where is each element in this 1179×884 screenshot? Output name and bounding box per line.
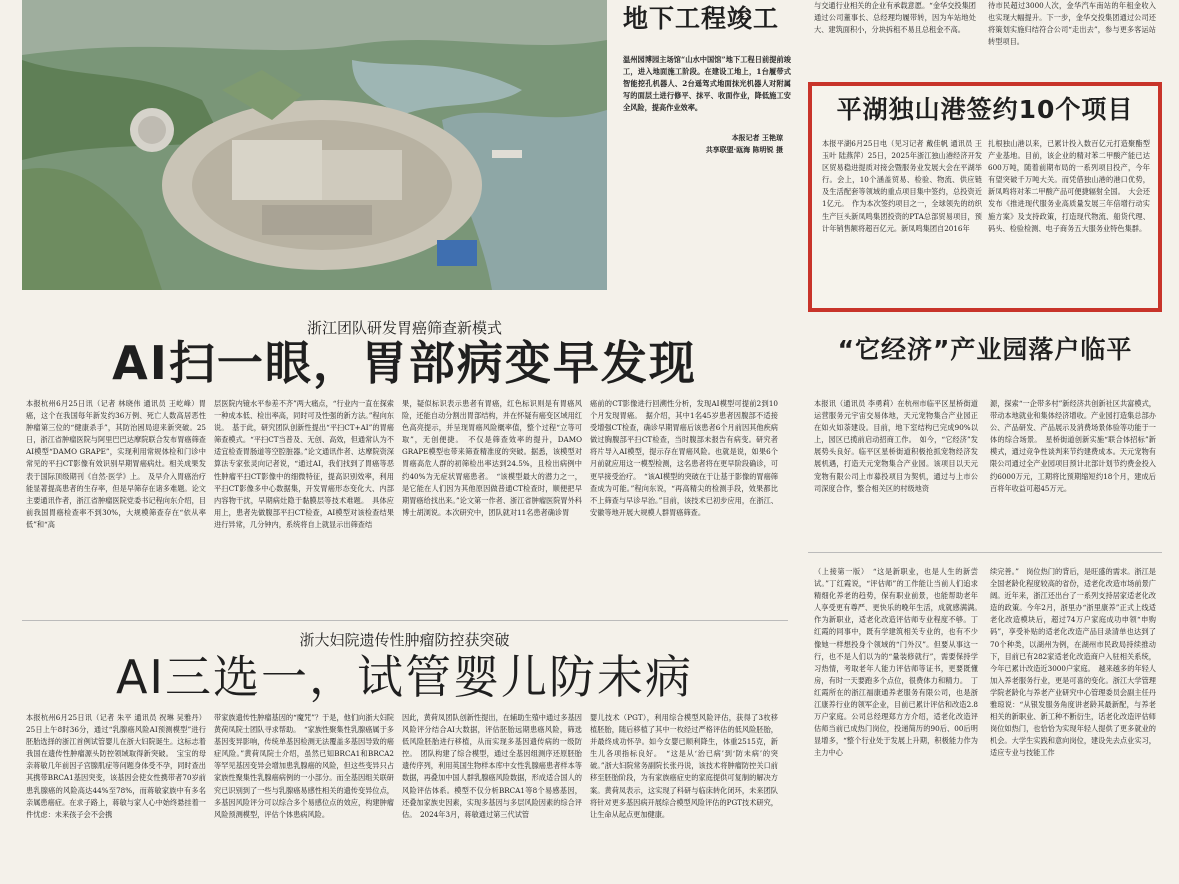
right-section-divider [808, 552, 1162, 553]
gastric-col-1: 本报杭州6月25日讯（记者 林晓伟 通讯员 王屹峰）胃癌，这个在我国每年新发约36万例、死亡人数高居恶性肿瘤第三位的“健康杀手”，其防治困局迎来新突破。25日，浙江省肿瘤医院与阿里巴巴达摩院联合发布胃癌筛查AI模型“DAMO GRAPE”，实现利用常规体检和门诊中常见的平扫CT影像有效识别早期胃癌病灶。相关成果发表于国际顶级期刊《自然·医学》上。 及早介入胃癌治疗能显著提高患者的生存率，但是早筛存在诸多难题。论文主要通讯作者，浙江省肿瘤医院党委书记程向东介绍，目前我国胃癌检查率不到30%，大规模筛查存在“依从率低”和“高 [26, 399, 206, 529]
continued-story-col-1: （上接第一版） “这是新职业，也是人生的新尝试。”丁红霞说，“评估师”的工作能让当前人们追求精细化养老的趋势，保有职业前景，也能帮助老年人享受更有尊严、更快乐的晚年生活，成就感满满。 作为新职业，适老化改造评估师专业程度不够。丁红霞的同事中，既有学建筑相关专业的，也有不少像她一样想投身个领域的“门外汉”。但要从事这一行，也不是人们以为的“量装修就行”，需要保持学习热情，考取老年人能力评估师等证书，更要既懂房，有时一天要跑多个点位，很费体力和精力。 丁红霞所在的浙江福康通养老服务有限公司，也是浙江康养行业的领军企业，目前已累计评估和改造2.8万户家庭。公司总经理郑方方介绍，适老化改造评估师当前已成热门岗位，投递简历的90后、00后明显增多，“整个行业处于发展上升期，积极能力作为主力中心 [814, 567, 986, 758]
credit-photographer: 共享联盟·瓯海 陈明锐 摄 [705, 145, 783, 154]
top-headline: 地下工程竣工 [622, 4, 779, 33]
continued-text-right: 待市民超过3000人次，金华汽车南站的年租金收入也实现大幅提升。下一步，金华交投集团通过公司还将策划实施归结符合公司“走出去”，参与更多客运站转型项目。 [988, 1, 1156, 47]
photo-credit [623, 132, 783, 156]
pinghu-col-2: 扎根独山港以来，已累计投入数百亿元打造聚酯型产业基地。目前，该企业的精对苯二甲酸产能已达600万吨，随着前期布局的一系列项目投产，今年有望突破千万吨大关。而凭借独山港的港口优势，新凤鸣将对苯二甲酸产品可便捷辐射全国。 大会还发布《推进现代服务业高质量发展三年倍增行动实施方案》及支持政策，打造现代物流、船货代理、码头、检验检测、电子商务五大服务业特色集群。 [988, 139, 1150, 233]
photo-caption: 温州园博园主场馆“山水中国馆”地下工程日前提前竣工，进入地面施工阶段。在建设工地上，1台履带式智能挖孔机器人、2台遥驾式地面抹光机器人对附属写的面层土进行修平、抹平、收面作业，降低施工安全风险，提高作业效率。 [623, 55, 791, 112]
credit-reporter: 本报记者 王艳琼 [731, 133, 783, 142]
child-headline: AI三选一，试管婴儿防未病 [115, 650, 694, 704]
aerial-photo-image [22, 0, 607, 290]
pet-col-1: 本报讯（通讯员 李勇莉）在杭州市临平区星桥街道运营服务元宇宙交易体地，天元宠物集合产业园正在如火如荼建设。目前，地下室结构已完成90%以上，园区已揽前启动招商工作。 如今，“它经济”发展势头良好。临平区星桥街道积极抢抓宠物经济发展机遇，打造天元宠物集合产业园。该项目以天元宠物有限公司上市募投项目为契机，通过与上市公司深度合作，整合相关区的村级地资 [814, 399, 978, 493]
child-subtitle: 浙大妇院遗传性肿瘤防控获突破 [299, 631, 510, 649]
child-col-4: 婴儿技术（PGT），利用综合模型风险评估，获得了3枚移植胚胎，随后移植了其中一枚经过严格评估的低风险胚胎，并最终成功怀孕。如今女婴已顺利降生，体重2515克，新生儿各项指标良好。 “这是从‘治已病’到‘防未病’的突破。”浙大妇院常务副院长张丹说，该技术将肿瘤防控关口前移至胚胎阶段，为有家族癌症史的家庭提供可复制的解决方案。黄荷凤表示，这实现了科研与临床转化闭环，未来团队将针对更多基因病开展综合模型风险评估的PGT技术研究，让生命从起点更加健康。 [590, 713, 778, 819]
child-col-3: 因此，黄荷凤团队创新性提出，在辅助生殖中通过多基因风险评分结合AI大数据，评估胚胎远期患癌风险，筛选低风险胚胎进行移植，从而实现多基因遗传病的一级防控。 团队构建了综合模型，通过全基因组测序还原胚胎遗传序列，利用英国生物样本库中女性乳腺癌患者样本等数据，再叠加中国人群乳腺癌风险数据，形成适合国人的风险评估体系。模型不仅分析BRCA1等8个易感基因，还叠加家族史因素，实现多基因与多层风险因素的综合评估。 2024年3月，蒋敏通过第三代试管 [402, 713, 582, 819]
continued-story-col-2: 续完善。” 岗位热门的背后，是旺盛的需求。浙江是全国老龄化程度较高的省份，适老化改造市场前景广阔。近年来，浙江还出台了一系列支持居家适老化改造的政策。今年2月，浙里办“浙里康养”正式上线适老化改造模块后，超过74万户家庭成功申领“申购码”，享受补贴的适老化改造产品目录清单也达到了70个种类，以湖州为例，在湖州市民政局持续推动下，目前已有282家适老化改造商户入驻相关系统，今年已累计改造近3000户家庭。 越来越多的年轻人加入养老服务行业，更是可喜的变化。浙江大学管理学院老龄化与养老产业研究中心管理委员会副主任丹雅琼说：“从银发服务角度讲老龄其最新配，与养老相关的新职业、新工种不断衍生，话老化改造评估师岗位如热门，也恰恰为实现年轻人提供了更多就业的机会。大学生实践和意向岗位，建设先去点业实习，适应专业与技能工作 [990, 567, 1156, 758]
gastric-col-4: 癌前的CT影像进行回溯性分析，发现AI模型可提前2到10个月发现胃癌。 据介绍，其中1名45岁患者因腹部不适接受增强CT检查，确诊早期胃癌后该患者6个月前因其他疾病做过胸腹部平扫CT检查，当时腹部未报告有病变。研究者将片导入AI模型，提示存在胃癌风险。也就是说，如果6个月前就应用这一模型检测，这名患者将在更早阶段确诊，可更早接受治疗。 “该AI模型的突破在于让基于影像的胃癌筛查成为可能。”程向东说，“再高精尖的检测手段，效果都比不上筛查与早诊早治。”目前，该技术已初步应用，在浙江、安徽等地开展大规模人群胃癌筛查。 [590, 399, 778, 517]
gastric-col-3: 果，疑似标识表示患者有胃癌，红色标识则是有胃癌风险，还能自动分割出胃部结构，并在怀疑有癌变区域用红色高亮提示，并呈现胃癌风险概率值，整个过程“立等可取”，无创便捷。 不仅是筛查效率的提升，DAMO GRAPE模型也带来筛查精准度的突破。据悉，该模型对胃癌高危人群的初筛检出率达到24.5%，且检出病例中约40%为无症状胃癌患者。 “该模型最大的潜力之一，是它能在人们因为其他原因做普通CT检查时，顺便把早期胃癌给找出来。”论文第一作者、浙江省肿瘤医院胃外科博士胡浏说。本次研究中，团队就对11名患者确诊胃 [402, 399, 582, 517]
continued-text-left: 与交通行业相关的企业有承载意愿。“金华交投集团通过公司董事长、总经理均履带转，因为车站地处大、建筑面积小，分块拆租不易且总租金不高。 [814, 1, 976, 35]
gastric-subtitle: 浙江团队研发胃癌筛查新模式 [306, 319, 502, 337]
child-col-1: 本报杭州6月25日讯（记者 朱平 通讯员 祝琳 吴雅丹）25日上午8时36分，通过“乳腺癌风险AI预测模型”进行胚胎选择的浙江首例试管婴儿在浙大妇院诞生。这标志着我国在遗传性肿瘤源头防控领域取得新突破。 宝宝的母亲蒋敏几年前因子宫腺肌症等问题身体受不孕，同时查出其携带BRCA1基因突变，该基因会使女性携带者70岁前患乳腺癌的风险高达44%至78%，而蒋敏家族中有多名亲属患癌症。在求子路上，蒋敏与家人心中始终悬挂着一件忧虑：未来孩子会不会携 [26, 713, 206, 819]
pinghu-col-1: 本报平湖6月25日电（见习记者 戴佳帆 通讯员 王玉叶 陆燕萍）25日，2025年浙江独山港经济开发区贸易稳进提质对接会暨服务业发展大会在平湖举行。会上，10个涵盖贸易、检验、物流、供应链及生活配套等领域的重点项目集中签约，总投资近1亿元。 作为本次签约项目之一，全球领先的纺织生产巨头新凤鸣集团投资的PTA总部贸易项目，预计年销售额将超百亿元。新凤鸣集团自2016年 [822, 139, 982, 233]
gastric-col-2: 层医院内镜水平参差不齐”两大痛点，“行业内一直在探索一种成本低、检出率高，同时可及性强的新方法。”程向东说。 基于此，研究团队创新性提出“平扫CT+AI”的胃癌筛查模式。“平扫CT当普及、无创、高效，但通常认为不适宜检查胃肠道等空腔脏器。”论文通讯作者、达摩院资深算法专家张灵向记者说，“通过AI，我们找到了胃癌等恶性肿瘤平扫CT影像中的细微特征，提高识别效率，利用平扫CT影像多中心数据集，开发胃癌形态变化大、内部内容物干扰，早期病灶隐于黏膜层等技术难题。 具体应用上，患者先做腹部平扫CT检查，AI模型对该检查结果进行异常，几分钟内，系统将自上就显示出筛查结 [214, 399, 394, 529]
section-divider [22, 620, 788, 621]
construction-photo [22, 0, 607, 290]
pet-headline: “它经济”产业园落户临平 [837, 335, 1133, 364]
child-col-2: 带家族遗传性肿瘤基因的“魔咒”？于是，他们向浙大妇院黄荷凤院士团队寻求帮助。 “家族性聚集性乳腺癌属于多基因变异影响，传统单基因检测无法覆盖多基因导致的癌症风险。”黄荷凤院士介绍，虽然已知BRCA1和BRCA2等罕见基因变异会增加患乳腺癌的风险，但这些变异只占家族性聚集性乳腺癌病例的一小部分。而全基因组关联研究已识别到了一些与乳腺癌易感性相关的遗传变异位点，多基因风险评分可以综合多个易感位点的效应，构建肿瘤风险预测模型，评估个体患病风险。 [214, 713, 394, 819]
pinghu-headline: 平湖独山港签约10个项目 [836, 95, 1134, 124]
gastric-headline: AI扫一眼，胃部病变早发现 [112, 336, 697, 390]
pet-col-2: 源，探索“一企带多村”新经济共创新社区共富模式，带动本地就业和集体经济增收。产业园打造集总部办公、产品研发、产品展示及消费场景体验等功能于一体的综合场景。 星桥街道创新实施“联合体招标”新模式，通过竞争性谈判来节约建费成本。天元宠物有限公司通过全产业园项目预计北部计划节约费金投入约6000万元，工期将比预期缩短约18个月，建成后百将年收益可超45万元。 [990, 399, 1156, 493]
